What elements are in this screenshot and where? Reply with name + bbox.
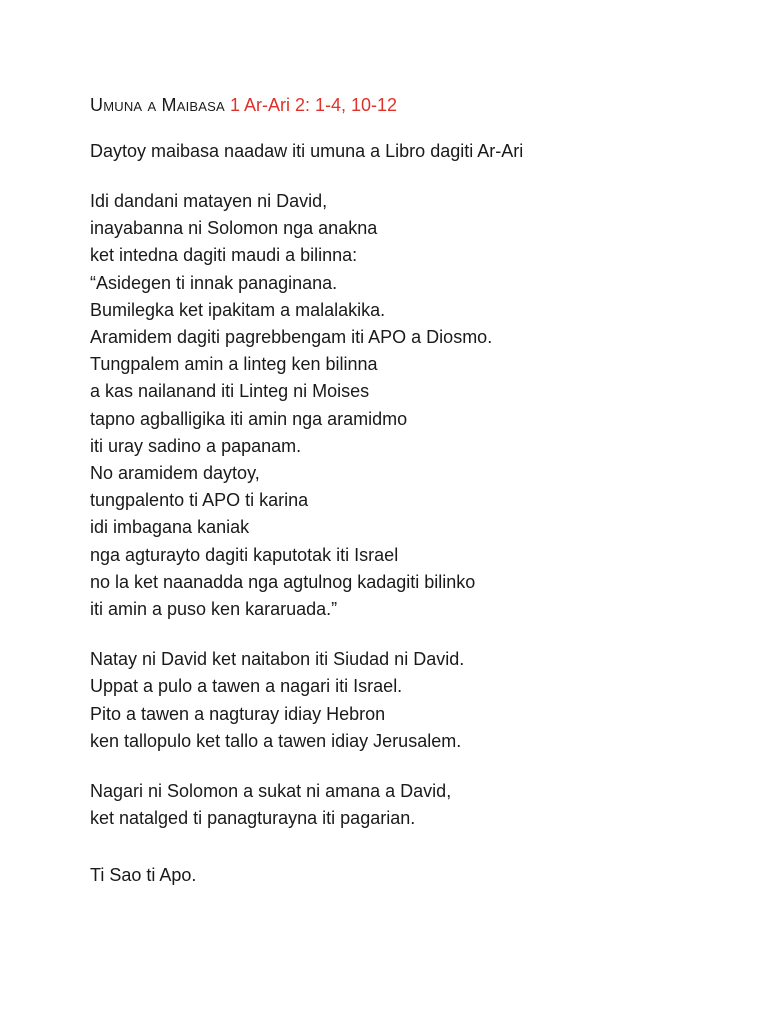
closing-acclamation: Ti Sao ti Apo. <box>90 865 197 886</box>
verse-line: inayabanna ni Solomon nga anakna <box>90 218 378 239</box>
verse-line: Idi dandani matayen ni David, <box>90 191 328 211</box>
verse-line: ken tallopulo ket tallo a tawen idiay Jerusalem. <box>90 730 462 751</box>
verse-line: ket natalged ti panagturayna iti pagarian. <box>90 808 416 829</box>
verse-line: iti uray sadino a papanam. <box>90 435 302 456</box>
reading-page <box>90 92 730 889</box>
reading-intro: Daytoy maibasa naadaw iti umuna a Libro dagiti Ar-Ari <box>90 141 524 161</box>
verse-line: Nagari ni Solomon a sukat ni amana a David, <box>90 781 452 802</box>
verse-line: a kas nailanand iti Linteg ni Moises <box>90 381 370 402</box>
verse-line: iti amin a puso ken kararuada.” <box>90 599 338 620</box>
reading-body <box>90 188 730 832</box>
verse-line: no la ket naanadda nga agtulnog kadagiti bilinko <box>90 571 476 592</box>
verse-line: Bumilegka ket ipakitam a malalakika. <box>90 299 386 320</box>
verse-line: nga agturayto dagiti kaputotak iti Israel <box>90 544 399 565</box>
verse-line: Uppat a pulo a tawen a nagari iti Israel. <box>90 676 403 697</box>
scripture-reference: 1 Ar-Ari 2: 1-4, 10-12 <box>229 95 398 115</box>
reading-heading <box>90 92 730 118</box>
verse-line: No aramidem daytoy, <box>90 463 260 484</box>
verse-line: tungpalento ti APO ti karina <box>90 490 309 511</box>
verse-line: Tungpalem amin a linteg ken bilinna <box>90 354 378 375</box>
stanza <box>90 646 730 755</box>
verse-line: Pito a tawen a nagturay idiay Hebron <box>90 703 386 724</box>
verse-line: Aramidem dagiti pagrebbengam iti APO a Diosmo. <box>90 327 493 348</box>
verse-line: ket intedna dagiti maudi a bilinna: <box>90 245 358 266</box>
reading-title: Umuna a Maibasa <box>90 95 225 115</box>
verse-line: tapno agballigika iti amin nga aramidmo <box>90 408 408 429</box>
verse-line: idi imbagana kaniak <box>90 517 250 538</box>
stanza <box>90 778 730 832</box>
verse-line: Natay ni David ket naitabon iti Siudad ni David. <box>90 649 465 670</box>
verse-line: “Asidegen ti innak panaginana. <box>90 272 338 293</box>
stanza <box>90 188 730 623</box>
